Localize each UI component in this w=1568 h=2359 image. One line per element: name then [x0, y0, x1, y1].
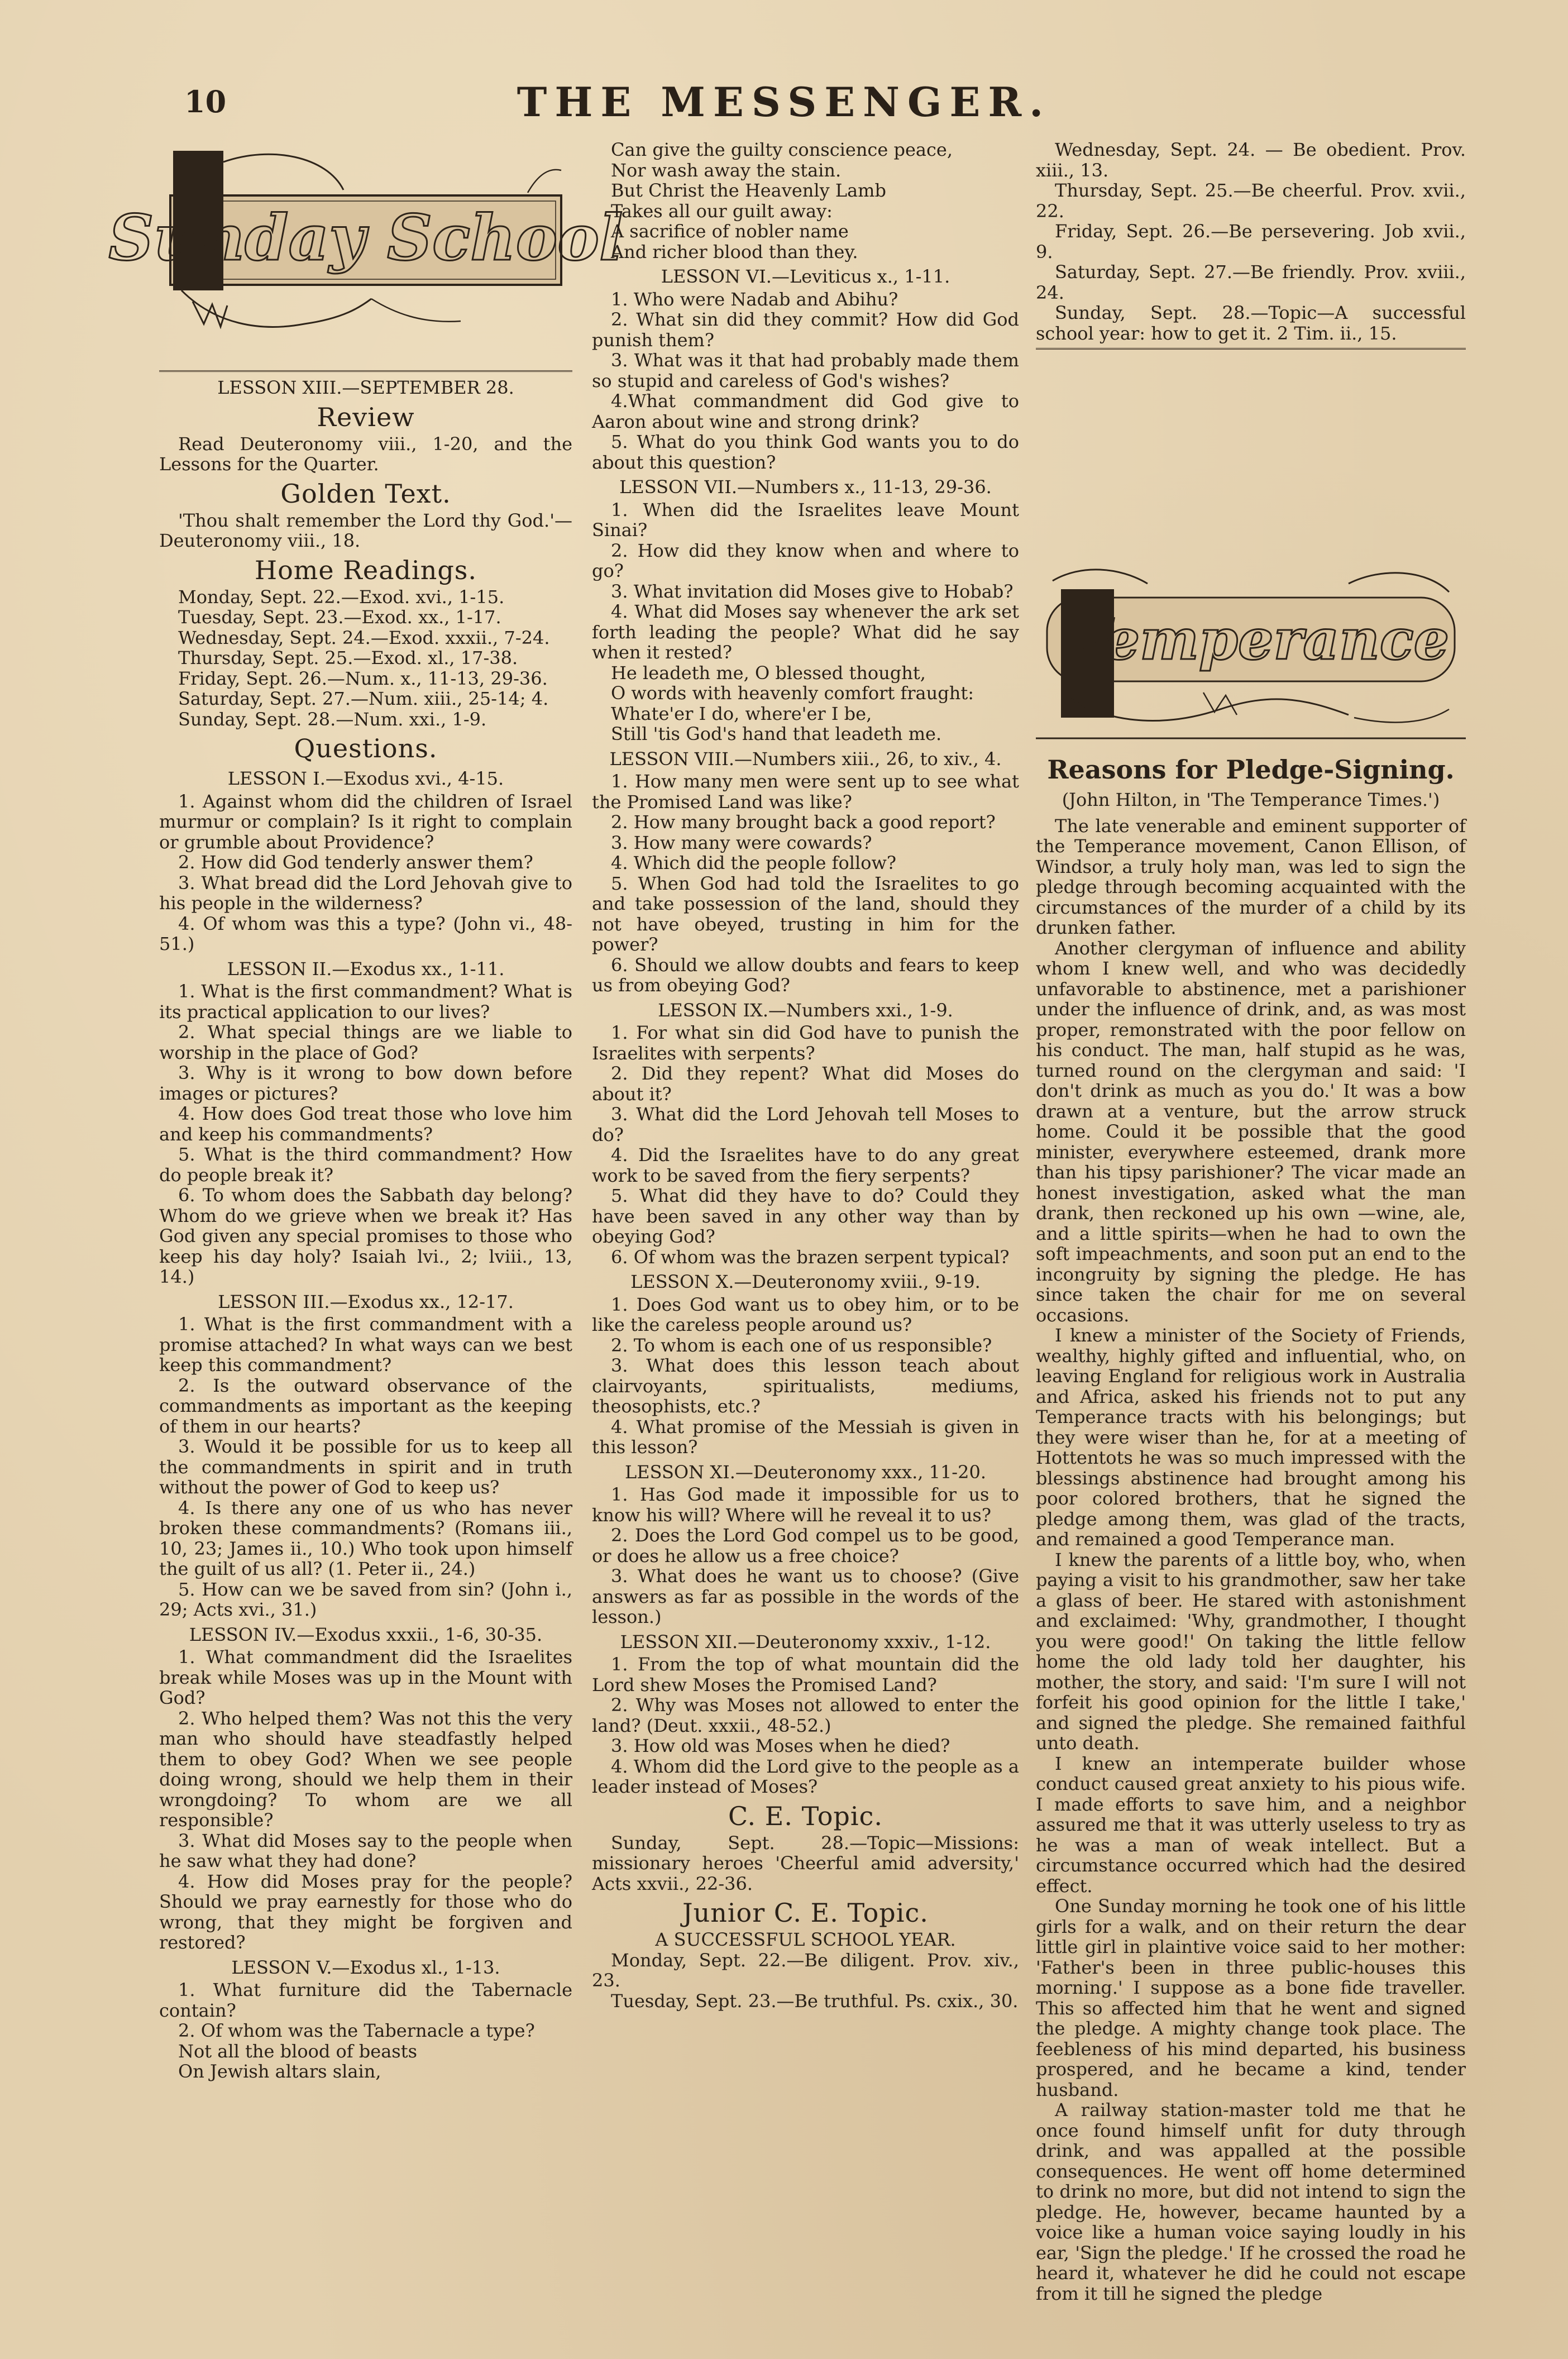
- poem-line: Not all the blood of beasts: [178, 2040, 417, 2062]
- question: 1. From the top of what mountain did the Lord shew Moses the Promised Land?: [592, 1654, 1019, 1696]
- lesson-heading: LESSON III.—Exodus xx., 12-17.: [218, 1291, 514, 1312]
- column-2: [592, 140, 1019, 2011]
- question: 2. What special things are we liable to worship in the place of God?: [159, 1021, 572, 1063]
- hymn-line: Still 'tis God's hand that leadeth me.: [611, 723, 942, 744]
- poem-line: Nor wash away the stain.: [611, 159, 842, 181]
- question: 1. When did the Israelites leave Mount Sinai?: [592, 499, 1019, 541]
- question: 3. How many were cowards?: [611, 832, 872, 853]
- question: 2. Of whom was the Tabernacle a type?: [178, 2020, 535, 2041]
- article-paragraph: A railway station-master told me that he once found himself unfit for duty through drink, and was appalled at the possible consequences. He went off home determined to drink no more, but did not intend to sign the pledge. He, however, became haunted by a voice like a human voice saying loudly in his ear, 'Sign the pledge.' If he crossed the road he heard it, whatever he did he could not escape from it till he signed the pledge: [1036, 2099, 1466, 2304]
- poem-line: A sacrifice of nobler name: [611, 221, 849, 242]
- lesson-heading: LESSON IV.—Exodus xxxii., 1-6, 30-35.: [189, 1623, 543, 1645]
- lesson-heading: LESSON V.—Exodus xl., 1-13.: [231, 1956, 500, 1978]
- questions-title: Questions.: [294, 733, 438, 763]
- question: 3. What does he want us to choose? (Give answers as far as possible in the words of the lesson.): [592, 1565, 1019, 1627]
- question: 2. Why was Moses not allowed to enter the land? (Deut. xxxii., 48-52.): [592, 1694, 1019, 1736]
- question: 3. What invitation did Moses give to Hobab?: [611, 580, 1014, 602]
- question: 1. What commandment did the Israelites break while Moses was up in the Mount with God?: [159, 1646, 572, 1708]
- question: 2. How did God tenderly answer them?: [178, 852, 533, 873]
- question: 1. For what sin did God have to punish the Israelites with serpents?: [592, 1022, 1019, 1064]
- question: 2. How did they know when and where to go?: [592, 539, 1019, 581]
- question: 1. What is the first commandment with a promise attached? In what ways can we best keep this commandment?: [159, 1314, 572, 1376]
- column-1: [108, 140, 623, 2082]
- question: 1. What is the first commandment? What is its practical application to our lives?: [159, 981, 572, 1023]
- ce-topic-text: Sunday, Sept. 28.—Topic—Missions: missionary heroes 'Cheerful amid adversity,' Acts xxvii., 22-36.: [592, 1832, 1019, 1894]
- question: 3. Would it be possible for us to keep all the commandments in spirit and in truth without the power of God to keep us?: [159, 1436, 572, 1498]
- question: 3. What was it that had probably made them so stupid and careless of God's wishes?: [592, 350, 1019, 391]
- article-paragraph: The late venerable and eminent supporter of the Temperance movement, Canon Ellison, of Windsor, a truly holy man, was led to sign the pledge through becoming acquainted with the circumstances of the murder of a child by its drunken father.: [1036, 815, 1466, 938]
- sunday-school-ornament-icon: [108, 140, 623, 357]
- page-number: 10: [184, 84, 227, 120]
- home-reading: Saturday, Sept. 27.—Num. xiii., 25-14; 4.: [178, 688, 549, 709]
- question: 4. Is there any one of us who has never broken these commandments? (Romans iii., 10, 23; James ii., 10.) Who took upon himself the guilt of us all? (1. Peter ii., 24.): [159, 1497, 572, 1579]
- question: 1. Has God made it impossible for us to know his will? Where will he reveal it to us?: [592, 1484, 1019, 1526]
- home-reading: Tuesday, Sept. 23.—Exod. xx., 1-17.: [178, 607, 501, 628]
- junior-ce-subtitle: A SUCCESSFUL SCHOOL YEAR.: [655, 1929, 956, 1950]
- question: 3. What did Moses say to the people when he saw what they had done?: [159, 1830, 572, 1871]
- junior-ce-topic-title: Junior C. E. Topic.: [682, 1898, 929, 1928]
- article-paragraph: I knew the parents of a little boy, who, when paying a visit to his grandmother, saw her take a glass of beer. He stared with astonishment and exclaimed: 'Why, grandmother, I thought you were good!' On taking the little fellow home the old lady told her daughter, his mother, the story, and said: 'I'm sure I will not forfeit his good opinion for the little I take,' and signed the pledge. She remained faithful unto death.: [1036, 1549, 1466, 1754]
- lesson-heading: LESSON II.—Exodus xx., 1-11.: [227, 958, 505, 980]
- lesson-heading: LESSON I.—Exodus xvi., 4-15.: [227, 768, 504, 789]
- banner-text: Temperance: [1069, 607, 1450, 672]
- poem-line: Can give the guilty conscience peace,: [611, 139, 953, 160]
- question: 4. Of whom was this a type? (John vi., 48-51.): [159, 913, 572, 954]
- question: 2. Does the Lord God compel us to be good, or does he allow us a free choice?: [592, 1525, 1019, 1567]
- question: 4. Did the Israelites have to do any great work to be saved from the fiery serpents?: [592, 1144, 1019, 1186]
- question: 4. How does God treat those who love him and keep his commandments?: [159, 1103, 572, 1145]
- home-reading: Wednesday, Sept. 24.—Exod. xxxii., 7-24.: [178, 627, 550, 648]
- question: 4. What did Moses say whenever the ark set forth leading the people? What did he say when it rested?: [592, 601, 1019, 663]
- home-reading: Sunday, Sept. 28.—Num. xxi., 1-9.: [178, 708, 487, 730]
- ce-topic-title: C. E. Topic.: [728, 1801, 883, 1831]
- question: 5. What is the third commandment? How do people break it?: [159, 1144, 572, 1186]
- question: 4.What commandment did God give to Aaron about wine and strong drink?: [592, 390, 1019, 432]
- article-paragraph: I knew an intemperate builder whose conduct caused great anxiety to his pious wife. I made efforts to save him, and a neighbor assured me that it was utterly useless to try as he was a man of weak intellect. But a circumstance occurred which had the desired effect.: [1036, 1752, 1466, 1897]
- golden-text-title: Golden Text.: [280, 478, 451, 509]
- junior-ce-reading: Thursday, Sept. 25.—Be cheerful. Prov. xvii., 22.: [1036, 180, 1466, 222]
- question: 2. Who helped them? Was not this the very man who should have steadfastly helped them to obey God? When we see people doing wrong, should we help them in their wrongdoing? To whom are we all responsible?: [159, 1707, 572, 1831]
- lesson-heading: LESSON X.—Deuteronomy xviii., 9-19.: [630, 1271, 981, 1292]
- junior-ce-reading: Tuesday, Sept. 23.—Be truthful. Ps. cxix., 30.: [611, 1990, 1019, 2012]
- question: 3. What did the Lord Jehovah tell Moses to do?: [592, 1104, 1019, 1145]
- temperance-ornament-icon: [1036, 558, 1466, 743]
- question: 2. To whom is each one of us responsible?: [611, 1334, 992, 1356]
- review-text: Read Deuteronomy viii., 1-20, and the Lessons for the Quarter.: [159, 433, 572, 475]
- question: 1. Does God want us to obey him, or to be like the careless people around us?: [592, 1293, 1019, 1335]
- column-3-top: [1036, 140, 1466, 355]
- home-reading: Monday, Sept. 22.—Exod. xvi., 1-15.: [178, 586, 505, 608]
- question: 5. How can we be saved from sin? (John i., 29; Acts xvi., 31.): [159, 1578, 572, 1620]
- question: 6. Should we allow doubts and fears to keep us from obeying God?: [592, 954, 1019, 996]
- lesson-heading: LESSON VII.—Numbers x., 11-13, 29-36.: [619, 476, 992, 498]
- lesson-heading: LESSON IX.—Numbers xxi., 1-9.: [658, 999, 953, 1021]
- question: 6. To whom does the Sabbath day belong? Whom do we grieve when we break it? Has God given any special promises to those who keep his day holy? Isaiah lvi., 2; lviii., 13, 14.): [159, 1185, 572, 1287]
- article-paragraph: I knew a minister of the Society of Friends, wealthy, highly gifted and influential, who, on leaving England for religious work in Australia and Africa, asked his friends not to put any Temperance tracts with his belongings; but they were wiser than he, for at a meeting of Hottentots he was so much impressed with the blessings abstinence had brought among his poor colored brothers, that he signed the pledge among them, was glad of the tracts, and remained a good Temperance man.: [1036, 1325, 1466, 1550]
- home-reading: Thursday, Sept. 25.—Exod. xl., 17-38.: [178, 647, 518, 668]
- lesson-heading: LESSON XIII.—SEPTEMBER 28.: [217, 377, 514, 398]
- question: 1. Who were Nadab and Abihu?: [611, 288, 898, 310]
- junior-ce-reading: Wednesday, Sept. 24. — Be obedient. Prov. xiii., 13.: [1036, 139, 1466, 181]
- hymn-line: Whate'er I do, where'er I be,: [611, 703, 872, 724]
- question: 2. Did they repent? What did Moses do about it?: [592, 1063, 1019, 1105]
- question: 4. How did Moses pray for the people? Should we pray earnestly for those who do wrong, that they might be forgiven and restored?: [159, 1870, 572, 1953]
- poem-line: And richer blood than they.: [611, 241, 858, 262]
- article-paragraph: One Sunday morning he took one of his little girls for a walk, and on their return the dear little girl in plaintive voice said to her mother: 'Father's been in three public-houses this morning.' I suppose as a bone fide traveller. This so affected him that he went and signed the pledge. A mighty change took place. The feebleness of his mind departed, his business prospered, and he became a kind, tender husband.: [1036, 1895, 1466, 2100]
- question: 2. Is the outward observance of the commandments as important as the keeping of them in our hearts?: [159, 1374, 572, 1437]
- question: 5. What do you think God wants you to do about this question?: [592, 431, 1019, 473]
- question: 5. What did they have to do? Could they have been saved in any other way than by obeying God?: [592, 1185, 1019, 1247]
- question: 6. Of whom was the brazen serpent typical?: [611, 1246, 1010, 1268]
- question: 2. What sin did they commit? How did God punish them?: [592, 309, 1019, 351]
- question: 3. What does this lesson teach about clairvoyants, spiritualists, mediums, theosophists, etc.?: [592, 1355, 1019, 1417]
- article-byline: (John Hilton, in 'The Temperance Times.'): [1062, 789, 1440, 810]
- lesson-heading: LESSON VIII.—Numbers xiii., 26, to xiv., 4.: [609, 748, 1002, 770]
- question: 4. Which did the people follow?: [611, 852, 896, 873]
- question: 1. How many men were sent up to see what the Promised Land was like?: [592, 771, 1019, 813]
- question: 4. Whom did the Lord give to the people as a leader instead of Moses?: [592, 1755, 1019, 1797]
- junior-ce-reading: Saturday, Sept. 27.—Be friendly. Prov. xviii., 24.: [1036, 261, 1466, 303]
- lesson-heading: LESSON VI.—Leviticus x., 1-11.: [661, 266, 950, 287]
- question: 3. How old was Moses when he died?: [611, 1735, 950, 1756]
- junior-ce-reading: Monday, Sept. 22.—Be diligent. Prov. xiv., 23.: [592, 1949, 1019, 1991]
- lesson-heading: LESSON XII.—Deuteronomy xxxiv., 1-12.: [620, 1631, 991, 1653]
- golden-text: 'Thou shalt remember the Lord thy God.'—Deuteronomy viii., 18.: [159, 509, 572, 551]
- sunday-school-banner: [108, 140, 623, 366]
- question: 4. What promise of the Messiah is given in this lesson?: [592, 1416, 1019, 1458]
- hymn-line: He leadeth me, O blessed thought,: [611, 662, 926, 684]
- poem-line: But Christ the Heavenly Lamb: [611, 180, 886, 201]
- temperance-banner: [1036, 558, 1466, 748]
- question: 3. Why is it wrong to bow down before images or pictures?: [159, 1062, 572, 1104]
- question: 5. When God had told the Israelites to go and take possession of the land, should they not have obeyed, trusting in him for the power?: [592, 872, 1019, 955]
- question: 2. How many brought back a good report?: [611, 811, 996, 833]
- poem-line: Takes all our guilt away:: [611, 200, 833, 222]
- article-title: Reasons for Pledge-Signing.: [1047, 755, 1455, 785]
- poem-line: On Jewish altars slain,: [178, 2061, 381, 2082]
- home-reading: Friday, Sept. 26.—Num. x., 11-13, 29-36.: [178, 667, 548, 689]
- junior-ce-reading: Friday, Sept. 26.—Be persevering. Job xvii., 9.: [1036, 221, 1466, 262]
- divider: [1036, 348, 1466, 350]
- lesson-heading: LESSON XI.—Deuteronomy xxx., 11-20.: [625, 1461, 986, 1483]
- question: 1. Against whom did the children of Israel murmur or complain? Is it right to complain or grumble about Providence?: [159, 790, 572, 853]
- column-3-temperance: [1036, 558, 1466, 2304]
- masthead-title: THE MESSENGER.: [517, 78, 1051, 126]
- home-readings-title: Home Readings.: [254, 555, 477, 585]
- review-title: Review: [317, 402, 415, 432]
- banner-text: Sunday School: [108, 202, 623, 275]
- hymn-line: O words with heavenly comfort fraught:: [611, 682, 974, 704]
- question: 3. What bread did the Lord Jehovah give to his people in the wilderness?: [159, 872, 572, 914]
- junior-ce-reading: Sunday, Sept. 28.—Topic—A successful school year: how to get it. 2 Tim. ii., 15.: [1036, 302, 1466, 344]
- question: 1. What furniture did the Tabernacle contain?: [159, 1979, 572, 2021]
- article-paragraph: Another clergyman of influence and ability whom I knew well, and who was decidedly unfavorable to abstinence, met a parishioner under the influence of drink, and, as was most proper, remonstrated with the poor fellow on his conduct. The man, half stupid as he was, turned round on the clergyman and said: 'I don't drink as much as you do.' It was a bow drawn at a venture, but the arrow struck home. Could it be possible that the good minister, everywhere esteemed, drank more than his tipsy parishioner? The vicar made an honest investigation, asked what the man drank, then reckoned up his own —wine, ale, and a little spirits—when he had to own the soft impeachments, and soon put an end to the incongruity by signing the pledge. He has since taken the chair for me on several occasions.: [1036, 937, 1466, 1326]
- divider: [159, 370, 572, 372]
